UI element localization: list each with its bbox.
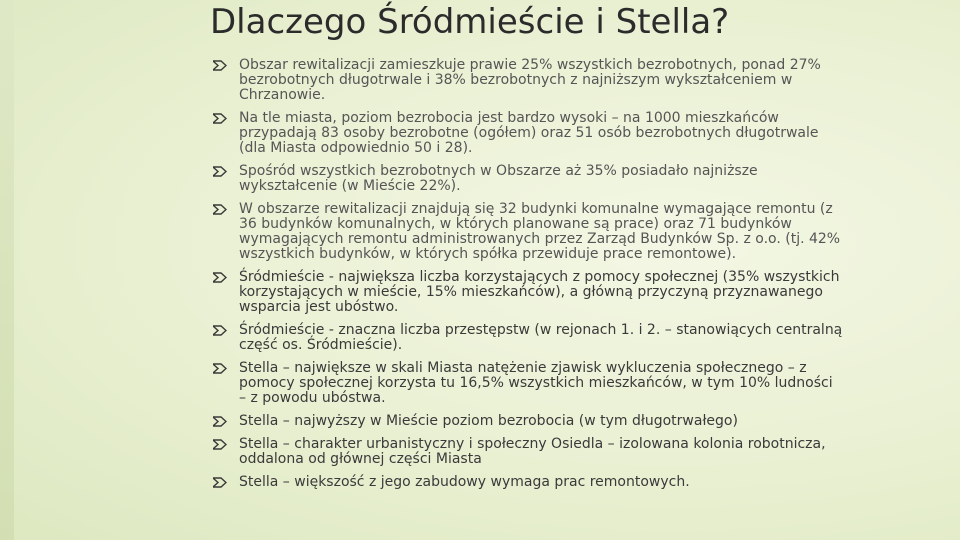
bullet-list [213,58,843,498]
bullet-text: W obszarze rewitalizacji znajdują się 32 budynki komunalne wymagające remontu (z 36 budynków komunalnych, w których planowane są prace) oraz 71 budynków wymagających remontu administrowanych przez Zarząd Budynków Sp. z o.o. (tj. 42% wszystkich budynków, w których spółka przewiduje prace remontowe). [239,201,841,262]
bullet-text: Stella – większość z jego zabudowy wymaga prac remontowych. [239,474,690,490]
bullet-text: Stella – najwyższy w Mieście poziom bezrobocia (w tym długotrwałego) [239,413,738,429]
arrow-bullet-icon [213,363,227,374]
bullet-item [213,111,843,156]
bullet-item [213,323,843,353]
bullet-text: Obszar rewitalizacji zamieszkuje prawie 25% wszystkich bezrobotnych, ponad 27% bezrobotnych długotrwale i 38% bezrobotnych z najniższym wykształceniem w Chrzanowie. [239,57,821,103]
bullet-item [213,270,843,315]
bullet-text: Na tle miasta, poziom bezrobocia jest bardzo wysoki – na 1000 mieszkańców przypadają 83 osoby bezrobotne (ogółem) oraz 51 osób bezrobotnych długotrwale (dla Miasta odpowiednio 50 i 28). [239,110,819,156]
bullet-item [213,437,843,467]
bullet-text: Śródmieście - znaczna liczba przestępstw (w rejonach 1. i 2. – stanowiących centralną część os. Śródmieście). [239,322,843,353]
slide-title: Dlaczego Śródmieście i Stella? [210,2,730,42]
bullet-item [213,164,843,194]
bullet-text: Śródmieście - największa liczba korzystających z pomocy społecznej (35% wszystkich korzystających w mieście, 15% mieszkańców), a główną przyczyną przyznawanego wsparcia jest ubóstwo. [239,269,840,315]
arrow-bullet-icon [213,325,227,336]
left-decorative-band [0,0,14,540]
bullet-item [213,58,843,103]
bullet-text: Stella – największe w skali Miasta natężenie zjawisk wykluczenia społecznego – z pomocy społecznej korzysta tu 16,5% wszystkich mieszkańców, w tym 10% ludności – z powodu ubóstwa. [239,360,833,406]
bullet-text: Stella – charakter urbanistyczny i społeczny Osiedla – izolowana kolonia robotnicza, oddalona od głównej części Miasta [239,436,826,467]
bullet-text: Spośród wszystkich bezrobotnych w Obszarze aż 35% posiadało najniższe wykształcenie (w Mieście 22%). [239,163,758,194]
arrow-bullet-icon [213,113,227,124]
bullet-item [213,202,843,262]
bullet-item [213,361,843,406]
arrow-bullet-icon [213,439,227,450]
bullet-item [213,414,843,429]
arrow-bullet-icon [213,60,227,71]
arrow-bullet-icon [213,204,227,215]
bullet-item [213,475,843,490]
arrow-bullet-icon [213,166,227,177]
arrow-bullet-icon [213,272,227,283]
arrow-bullet-icon [213,416,227,427]
arrow-bullet-icon [213,477,227,488]
